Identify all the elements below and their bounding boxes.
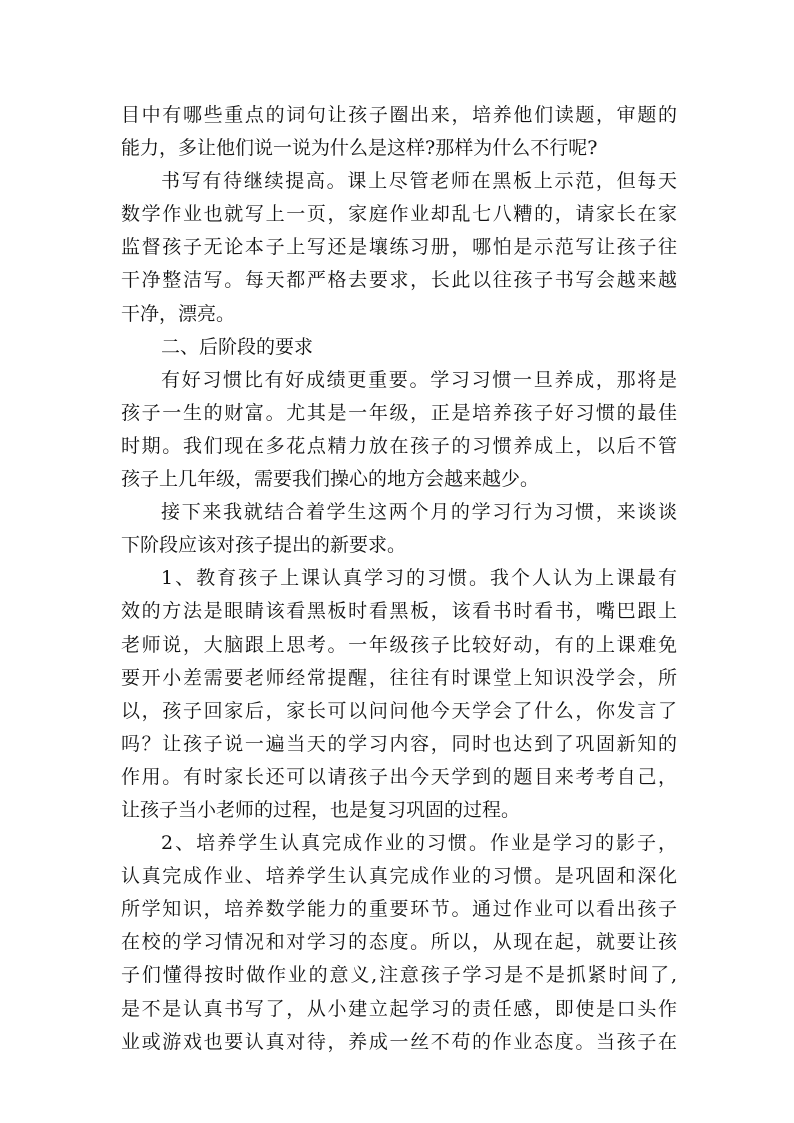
text-line: 效的方法是眼睛该看黑板时看黑板，该看书时看书，嘴巴跟上: [121, 600, 677, 623]
text-line: 以，孩子回家后，家长可以问问他今天学会了什么，你发言了: [121, 699, 677, 722]
text-line: 作用。有时家长还可以请孩子出今天学到的题目来考考自己，: [121, 765, 677, 788]
text-line: 二、后阶段的要求: [161, 335, 314, 358]
text-line: 1、教育孩子上课认真学习的习惯。我个人认为上课最有: [161, 567, 677, 590]
text-line: 孩子一生的财富。尤其是一年级，正是培养孩子好习惯的最佳: [121, 401, 677, 424]
text-line: 书写有待继续提高。课上尽管老师在黑板上示范，但每天: [161, 170, 677, 193]
text-line: 干净，漂亮。: [121, 302, 236, 325]
text-line: 吗？让孩子说一遍当天的学习内容，同时也达到了巩固新知的: [121, 732, 677, 755]
text-line: 目中有哪些重点的词句让孩子圈出来，培养他们读题，审题的: [121, 104, 677, 126]
text-line: 在校的学习情况和对学习的态度。所以，从现在起，就要让孩: [121, 931, 677, 954]
text-line: 让孩子当小老师的过程，也是复习巩固的过程。: [121, 798, 521, 821]
text-line: 2、培养学生认真完成作业的习惯。作业是学习的影子，: [161, 832, 677, 855]
text-line: 时期。我们现在多花点精力放在孩子的习惯养成上，以后不管: [121, 434, 677, 457]
text-line: 所学知识，培养数学能力的重要环节。通过作业可以看出孩子: [121, 898, 677, 921]
text-line: 有好习惯比有好成绩更重要。学习习惯一旦养成，那将是: [161, 368, 677, 391]
text-line: 孩子上几年级，需要我们操心的地方会越来越少。: [121, 468, 540, 491]
text-line: 下阶段应该对孩子提出的新要求。: [121, 534, 407, 557]
text-line: 数学作业也就写上一页，家庭作业却乱七八糟的，请家长在家: [121, 203, 677, 226]
text-line: 子们懂得按时做作业的意义,注意孩子学习是不是抓紧时间了,: [121, 964, 677, 987]
text-line: 干净整洁写。每天都严格去要求，长此以往孩子书写会越来越: [121, 269, 677, 292]
text-line: 是不是认真书写了，从小建立起学习的责任感，即使是口头作: [121, 997, 677, 1020]
text-line: 认真完成作业、培养学生认真完成作业的习惯。是巩固和深化: [121, 865, 677, 888]
text-line: 监督孩子无论本子上写还是壤练习册，哪怕是示范写让孩子往: [121, 236, 677, 259]
text-line: 老师说，大脑跟上思考。一年级孩子比较好动，有的上课难免: [121, 633, 677, 656]
text-line: 要开小差需要老师经常提醒，往往有时课堂上知识没学会，所: [121, 666, 677, 689]
text-line: 能力，多让他们说一说为什么是这样?那样为什么不行呢?: [121, 137, 598, 160]
text-line: 业或游戏也要认真对待，养成一丝不苟的作业态度。当孩子在: [121, 1030, 677, 1053]
document-body: [121, 99, 677, 1059]
text-line: 接下来我就结合着学生这两个月的学习行为习惯，来谈谈: [161, 501, 677, 524]
